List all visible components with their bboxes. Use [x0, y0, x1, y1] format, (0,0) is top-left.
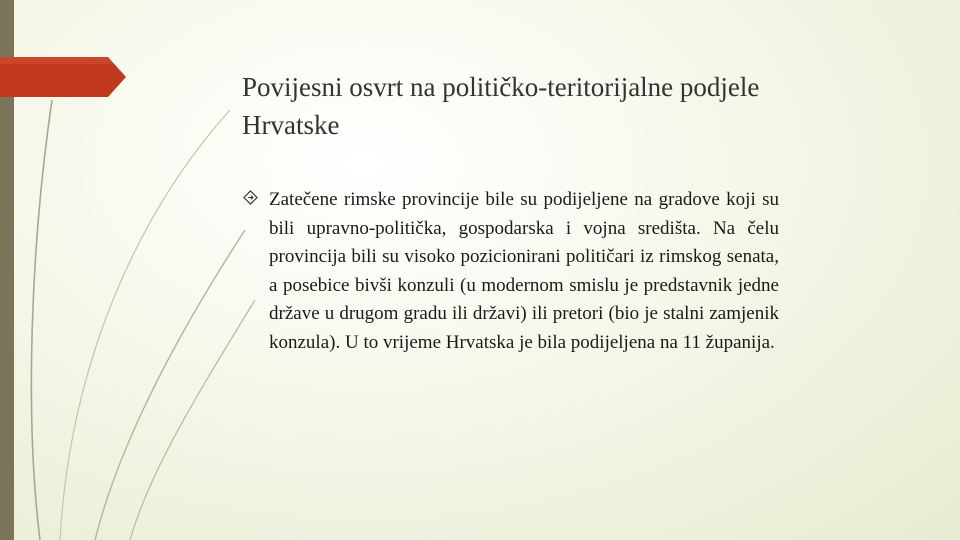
bullet-text: Zatečene rimske provincije bile su podijeljene na gradove koji su bili upravno-politička, gospodarska i vojna središta. Na čelu provincija bili su visoko pozicionirani političari iz rimskog senata, a posebice bivši konzuli (u modernom smislu je predstavnik jedne države u drugom gradu ili državi) ili pretori (bio je stalni zamjenik konzula). U to vrijeme Hrvatska je bila podijeljena na 11 županija.: [269, 189, 779, 353]
red-accent-arrow: [0, 57, 128, 97]
bullet-item: [243, 186, 779, 357]
slide-title: Povijesni osvrt na političko-teritorijalne podjele Hrvatske: [242, 72, 760, 140]
diamond-arrow-bullet-icon: [243, 190, 258, 205]
